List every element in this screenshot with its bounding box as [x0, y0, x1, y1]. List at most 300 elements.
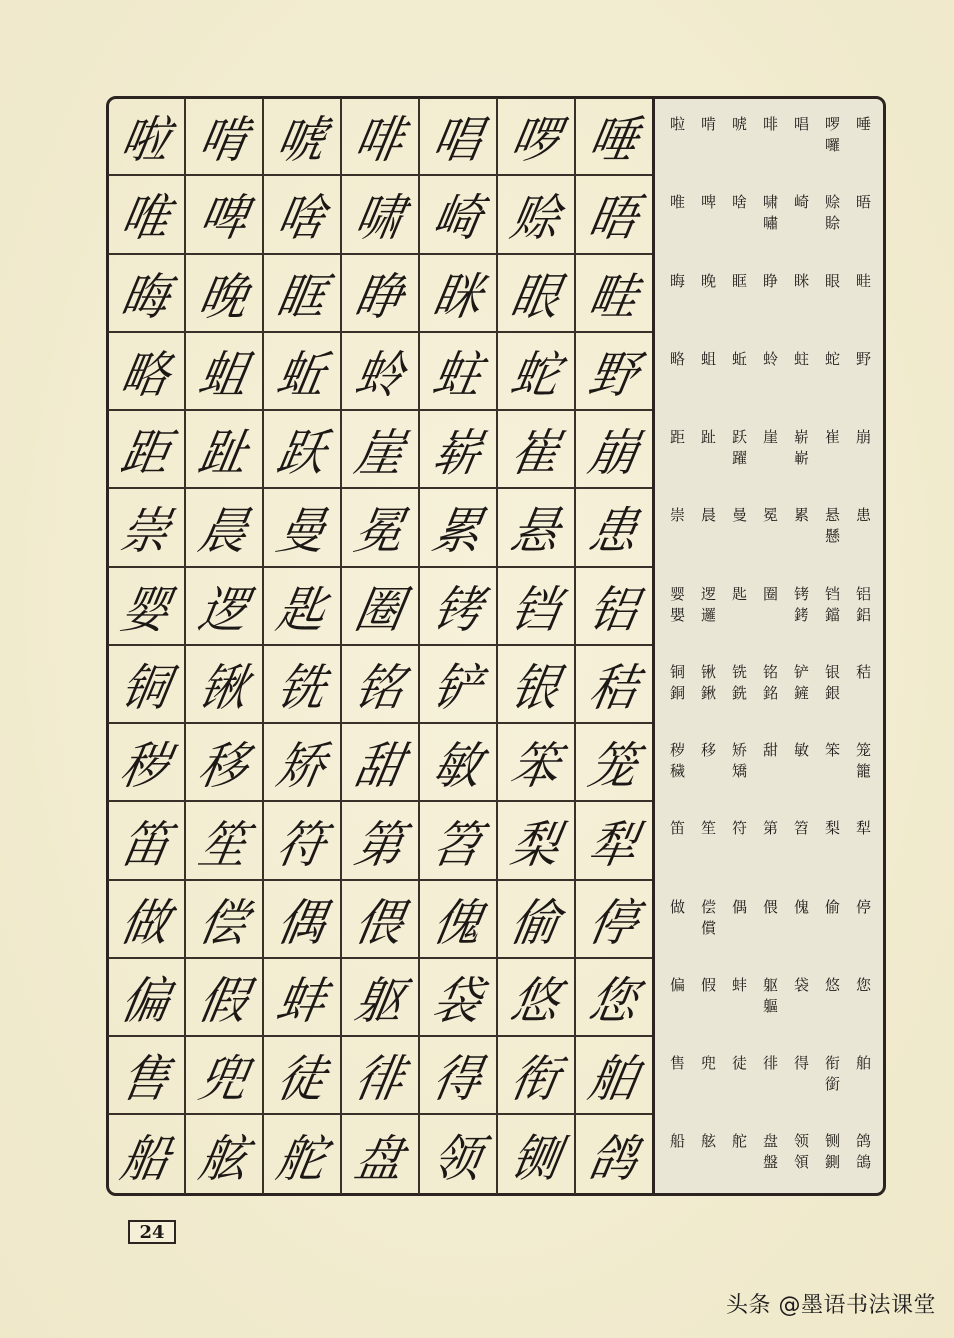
calligraphy-character: 崎	[428, 189, 487, 248]
calligraphy-character: 售	[116, 1050, 175, 1109]
page-number: 24	[128, 1220, 176, 1244]
simplified-character: 唯	[669, 193, 685, 212]
reference-cell	[662, 646, 693, 724]
simplified-character: 晨	[700, 506, 716, 525]
traditional-character: 償	[700, 918, 716, 937]
simplified-character: 偿	[700, 897, 716, 916]
simplified-character: 蛉	[762, 349, 778, 368]
calligraphy-cell	[186, 489, 264, 567]
reference-cell	[662, 802, 693, 880]
simplified-character: 领	[793, 1132, 809, 1151]
calligraphy-cell	[264, 98, 342, 176]
calligraphy-character: 唬	[272, 111, 331, 170]
calligraphy-cell	[186, 176, 264, 254]
reference-cell	[662, 724, 693, 802]
calligraphy-cell	[342, 98, 420, 176]
reference-cell	[817, 255, 848, 333]
reference-cell	[848, 411, 879, 489]
reference-cell	[786, 568, 817, 646]
calligraphy-cell	[498, 646, 576, 724]
simplified-character: 眯	[793, 271, 809, 290]
traditional-character: 鏟	[793, 683, 809, 702]
reference-cell	[848, 489, 879, 567]
simplified-character: 睁	[762, 271, 778, 290]
simplified-character: 距	[669, 428, 685, 447]
calligraphy-cell	[264, 724, 342, 802]
calligraphy-character: 啤	[194, 189, 253, 248]
simplified-character: 银	[824, 662, 840, 681]
calligraphy-cell	[576, 489, 654, 567]
calligraphy-character: 蛀	[428, 345, 487, 404]
reference-cell	[848, 255, 879, 333]
calligraphy-cell	[108, 646, 186, 724]
calligraphy-character: 袋	[428, 972, 487, 1031]
reference-cell	[693, 568, 724, 646]
calligraphy-character: 甜	[350, 737, 409, 796]
simplified-character: 秽	[669, 741, 685, 760]
simplified-character: 矫	[731, 741, 747, 760]
calligraphy-cell	[498, 959, 576, 1037]
simplified-character: 啤	[700, 193, 716, 212]
calligraphy-character: 啡	[350, 111, 409, 170]
reference-cell	[662, 411, 693, 489]
calligraphy-cell	[108, 1115, 186, 1193]
reference-cell	[817, 802, 848, 880]
traditional-character: 邏	[700, 605, 716, 624]
calligraphy-character: 曼	[272, 502, 331, 561]
simplified-character: 偷	[824, 897, 840, 916]
reference-cell	[786, 959, 817, 1037]
calligraphy-cell	[108, 411, 186, 489]
simplified-character: 偶	[731, 897, 747, 916]
reference-cell	[786, 724, 817, 802]
reference-cell	[817, 489, 848, 567]
reference-cell	[786, 802, 817, 880]
reference-cell	[848, 568, 879, 646]
simplified-character: 停	[855, 897, 871, 916]
simplified-character: 眼	[824, 271, 840, 290]
calligraphy-character: 眯	[428, 267, 487, 326]
calligraphy-character: 铐	[428, 580, 487, 639]
simplified-character: 崩	[855, 428, 871, 447]
calligraphy-character: 做	[116, 893, 175, 952]
simplified-character: 符	[731, 819, 747, 838]
traditional-character: 銅	[669, 683, 685, 702]
reference-cell	[693, 724, 724, 802]
calligraphy-character: 鸽	[584, 1129, 643, 1188]
reference-cell	[817, 724, 848, 802]
simplified-character: 赊	[824, 193, 840, 212]
reference-cell	[724, 333, 755, 411]
reference-cell	[662, 489, 693, 567]
calligraphy-cell	[108, 802, 186, 880]
reference-cell	[755, 1115, 786, 1193]
calligraphy-cell	[498, 255, 576, 333]
reference-cell	[786, 98, 817, 176]
reference-cell	[662, 176, 693, 254]
simplified-character: 笤	[793, 819, 809, 838]
traditional-character: 鍬	[700, 683, 716, 702]
simplified-character: 售	[669, 1054, 685, 1073]
reference-cell	[724, 881, 755, 959]
calligraphy-character: 徒	[272, 1050, 331, 1109]
reference-cell	[693, 646, 724, 724]
traditional-character: 鋁	[855, 605, 871, 624]
simplified-character: 晦	[669, 271, 685, 290]
calligraphy-cell	[186, 959, 264, 1037]
calligraphy-character: 蛇	[506, 345, 565, 404]
reference-cell	[662, 1115, 693, 1193]
calligraphy-cell	[420, 959, 498, 1037]
traditional-character: 銜	[824, 1075, 840, 1094]
simplified-character: 逻	[700, 584, 716, 603]
calligraphy-character: 晨	[194, 502, 253, 561]
reference-cell	[848, 1037, 879, 1115]
simplified-character: 野	[855, 349, 871, 368]
reference-cell	[693, 411, 724, 489]
reference-cell	[786, 881, 817, 959]
simplified-character: 铝	[855, 584, 871, 603]
calligraphy-grid	[108, 98, 654, 1194]
simplified-character: 第	[762, 819, 778, 838]
calligraphy-character: 锹	[194, 658, 253, 717]
simplified-character: 衔	[824, 1054, 840, 1073]
calligraphy-cell	[498, 333, 576, 411]
reference-cell	[755, 489, 786, 567]
calligraphy-cell	[264, 176, 342, 254]
simplified-character: 甜	[762, 741, 778, 760]
reference-cell	[848, 646, 879, 724]
calligraphy-character: 婴	[116, 580, 175, 639]
calligraphy-cell	[420, 255, 498, 333]
calligraphy-cell	[108, 724, 186, 802]
calligraphy-character: 匙	[272, 580, 331, 639]
simplified-character: 盘	[762, 1132, 778, 1151]
simplified-character: 匙	[731, 584, 747, 603]
traditional-character: 鐺	[824, 605, 840, 624]
simplified-character: 蚯	[731, 349, 747, 368]
calligraphy-cell	[576, 1037, 654, 1115]
reference-cell	[755, 959, 786, 1037]
traditional-character: 嶄	[793, 449, 809, 468]
simplified-character: 崇	[669, 506, 685, 525]
simplified-character: 做	[669, 897, 685, 916]
simplified-character: 傀	[793, 897, 809, 916]
reference-cell	[662, 98, 693, 176]
reference-cell	[693, 176, 724, 254]
calligraphy-character: 敏	[428, 737, 487, 796]
reference-cell	[755, 646, 786, 724]
panel-divider	[652, 98, 655, 1194]
calligraphy-cell	[264, 489, 342, 567]
traditional-character: 鍘	[824, 1153, 840, 1172]
calligraphy-character: 眶	[272, 267, 331, 326]
calligraphy-character: 梨	[506, 815, 565, 874]
simplified-character: 兜	[700, 1054, 716, 1073]
calligraphy-character: 累	[428, 502, 487, 561]
simplified-character: 累	[793, 506, 809, 525]
calligraphy-character: 笙	[194, 815, 253, 874]
simplified-character: 舶	[855, 1054, 871, 1073]
traditional-character: 穢	[669, 762, 685, 781]
calligraphy-character: 符	[272, 815, 331, 874]
calligraphy-character: 偿	[194, 893, 253, 952]
reference-cell	[662, 1037, 693, 1115]
calligraphy-character: 崔	[506, 424, 565, 483]
simplified-character: 舵	[731, 1132, 747, 1151]
calligraphy-character: 啸	[350, 189, 409, 248]
calligraphy-cell	[420, 724, 498, 802]
simplified-character: 啸	[762, 193, 778, 212]
simplified-character: 蛀	[793, 349, 809, 368]
reference-cell	[755, 411, 786, 489]
simplified-character: 崭	[793, 428, 809, 447]
calligraphy-cell	[342, 255, 420, 333]
calligraphy-cell	[264, 255, 342, 333]
calligraphy-cell	[264, 646, 342, 724]
calligraphy-cell	[498, 98, 576, 176]
calligraphy-character: 偶	[272, 893, 331, 952]
simplified-character: 晚	[700, 271, 716, 290]
calligraphy-cell	[108, 176, 186, 254]
calligraphy-character: 铲	[428, 658, 487, 717]
calligraphy-cell	[342, 176, 420, 254]
calligraphy-cell	[108, 568, 186, 646]
traditional-character: 軀	[762, 996, 778, 1015]
reference-cell	[817, 646, 848, 724]
simplified-character: 舷	[700, 1132, 716, 1151]
calligraphy-cell	[186, 646, 264, 724]
traditional-character: 銬	[793, 605, 809, 624]
calligraphy-character: 悬	[506, 502, 565, 561]
simplified-character: 蛇	[824, 349, 840, 368]
calligraphy-cell	[576, 1115, 654, 1193]
reference-cell	[848, 881, 879, 959]
simplified-character: 您	[855, 975, 871, 994]
calligraphy-cell	[420, 411, 498, 489]
simplified-character: 铐	[793, 584, 809, 603]
calligraphy-character: 蚌	[272, 972, 331, 1031]
calligraphy-character: 偷	[506, 893, 565, 952]
calligraphy-character: 眼	[506, 267, 565, 326]
simplified-character: 铡	[824, 1132, 840, 1151]
calligraphy-cell	[264, 333, 342, 411]
calligraphy-cell	[186, 255, 264, 333]
reference-cell	[817, 959, 848, 1037]
calligraphy-character: 略	[116, 345, 175, 404]
traditional-character: 銘	[762, 683, 778, 702]
calligraphy-character: 距	[116, 424, 175, 483]
reference-cell	[724, 1037, 755, 1115]
calligraphy-cell	[420, 176, 498, 254]
reference-cell	[693, 98, 724, 176]
calligraphy-character: 舶	[584, 1050, 643, 1109]
reference-cell	[724, 802, 755, 880]
calligraphy-character: 笤	[428, 815, 487, 874]
calligraphy-character: 崭	[428, 424, 487, 483]
simplified-character: 铲	[793, 662, 809, 681]
reference-cell	[693, 1037, 724, 1115]
calligraphy-character: 铡	[506, 1129, 565, 1188]
reference-cell	[724, 489, 755, 567]
simplified-character: 袋	[793, 975, 809, 994]
calligraphy-cell	[342, 802, 420, 880]
simplified-character: 圈	[762, 584, 778, 603]
calligraphy-character: 铭	[350, 658, 409, 717]
calligraphy-cell	[108, 98, 186, 176]
traditional-character: 矯	[731, 762, 747, 781]
simplified-character: 悬	[824, 506, 840, 525]
calligraphy-cell	[186, 881, 264, 959]
traditional-character: 銑	[731, 683, 747, 702]
traditional-character: 領	[793, 1153, 809, 1172]
calligraphy-cell	[420, 489, 498, 567]
traditional-character: 躍	[731, 449, 747, 468]
calligraphy-cell	[108, 881, 186, 959]
calligraphy-character: 矫	[272, 737, 331, 796]
calligraphy-cell	[576, 255, 654, 333]
calligraphy-character: 笨	[506, 737, 565, 796]
simplified-character: 鸽	[855, 1132, 871, 1151]
simplified-character: 悠	[824, 975, 840, 994]
calligraphy-character: 崖	[350, 424, 409, 483]
calligraphy-cell	[186, 568, 264, 646]
calligraphy-character: 偎	[350, 893, 409, 952]
calligraphy-cell	[420, 568, 498, 646]
calligraphy-cell	[186, 1115, 264, 1193]
calligraphy-character: 野	[584, 345, 643, 404]
calligraphy-cell	[498, 568, 576, 646]
calligraphy-character: 赊	[506, 189, 565, 248]
reference-cell	[786, 1115, 817, 1193]
calligraphy-cell	[420, 646, 498, 724]
calligraphy-character: 舵	[272, 1129, 331, 1188]
calligraphy-character: 傀	[428, 893, 487, 952]
traditional-character: 籠	[855, 762, 871, 781]
calligraphy-cell	[342, 1115, 420, 1193]
reference-cell	[724, 646, 755, 724]
traditional-character: 賒	[824, 214, 840, 233]
simplified-character: 啥	[731, 193, 747, 212]
calligraphy-character: 秽	[116, 737, 175, 796]
calligraphy-character: 盘	[350, 1129, 409, 1188]
traditional-character: 盤	[762, 1153, 778, 1172]
calligraphy-character: 睁	[350, 267, 409, 326]
traditional-character: 嘯	[762, 214, 778, 233]
simplified-character: 啡	[762, 115, 778, 133]
simplified-character: 唱	[793, 115, 809, 133]
calligraphy-cell	[342, 333, 420, 411]
reference-cell	[817, 176, 848, 254]
simplified-character: 铜	[669, 662, 685, 681]
calligraphy-cell	[108, 959, 186, 1037]
calligraphy-character: 躯	[350, 972, 409, 1031]
reference-cell	[662, 255, 693, 333]
simplified-character: 蛆	[700, 349, 716, 368]
calligraphy-character: 晚	[194, 267, 253, 326]
simplified-character: 笛	[669, 819, 685, 838]
calligraphy-cell	[342, 1037, 420, 1115]
calligraphy-character: 您	[584, 972, 643, 1031]
calligraphy-character: 悠	[506, 972, 565, 1031]
calligraphy-character: 蛆	[194, 345, 253, 404]
reference-cell	[786, 411, 817, 489]
simplified-character: 崎	[793, 193, 809, 212]
calligraphy-cell	[498, 1115, 576, 1193]
calligraphy-cell	[498, 489, 576, 567]
calligraphy-cell	[576, 333, 654, 411]
watermark: 头条 @墨语书法课堂	[726, 1293, 936, 1318]
calligraphy-cell	[576, 959, 654, 1037]
reference-cell	[755, 98, 786, 176]
reference-cell	[848, 959, 879, 1037]
reference-grid	[662, 98, 882, 1194]
simplified-character: 躯	[762, 975, 778, 994]
traditional-character: 懸	[824, 527, 840, 546]
calligraphy-character: 秸	[584, 658, 643, 717]
reference-cell	[693, 802, 724, 880]
calligraphy-cell	[342, 411, 420, 489]
calligraphy-character: 崩	[584, 424, 643, 483]
calligraphy-cell	[108, 1037, 186, 1115]
calligraphy-cell	[186, 98, 264, 176]
simplified-character: 患	[855, 506, 871, 525]
reference-cell	[693, 255, 724, 333]
reference-cell	[724, 255, 755, 333]
calligraphy-cell	[498, 176, 576, 254]
reference-cell	[848, 98, 879, 176]
calligraphy-character: 停	[584, 893, 643, 952]
reference-cell	[755, 881, 786, 959]
reference-cell	[662, 881, 693, 959]
reference-cell	[755, 176, 786, 254]
simplified-character: 婴	[669, 584, 685, 603]
calligraphy-character: 唯	[116, 189, 175, 248]
simplified-character: 冕	[762, 506, 778, 525]
reference-cell	[848, 802, 879, 880]
simplified-character: 锹	[700, 662, 716, 681]
reference-cell	[693, 881, 724, 959]
calligraphy-character: 畦	[584, 267, 643, 326]
calligraphy-character: 笛	[116, 815, 175, 874]
calligraphy-cell	[108, 255, 186, 333]
calligraphy-cell	[186, 802, 264, 880]
calligraphy-cell	[498, 881, 576, 959]
reference-cell	[724, 98, 755, 176]
reference-cell	[662, 333, 693, 411]
calligraphy-character: 啰	[506, 111, 565, 170]
calligraphy-character: 银	[506, 658, 565, 717]
simplified-character: 笼	[855, 741, 871, 760]
reference-cell	[848, 1115, 879, 1193]
reference-cell	[693, 1115, 724, 1193]
reference-cell	[817, 411, 848, 489]
calligraphy-cell	[342, 724, 420, 802]
simplified-character: 犁	[855, 819, 871, 838]
simplified-character: 趾	[700, 428, 716, 447]
reference-cell	[786, 333, 817, 411]
calligraphy-character: 舷	[194, 1129, 253, 1188]
reference-cell	[786, 1037, 817, 1115]
calligraphy-character: 移	[194, 737, 253, 796]
calligraphy-character: 第	[350, 815, 409, 874]
calligraphy-character: 啦	[116, 111, 175, 170]
calligraphy-cell	[264, 1115, 342, 1193]
calligraphy-character: 铣	[272, 658, 331, 717]
reference-cell	[848, 176, 879, 254]
simplified-character: 蚌	[731, 975, 747, 994]
simplified-character: 梨	[824, 819, 840, 838]
